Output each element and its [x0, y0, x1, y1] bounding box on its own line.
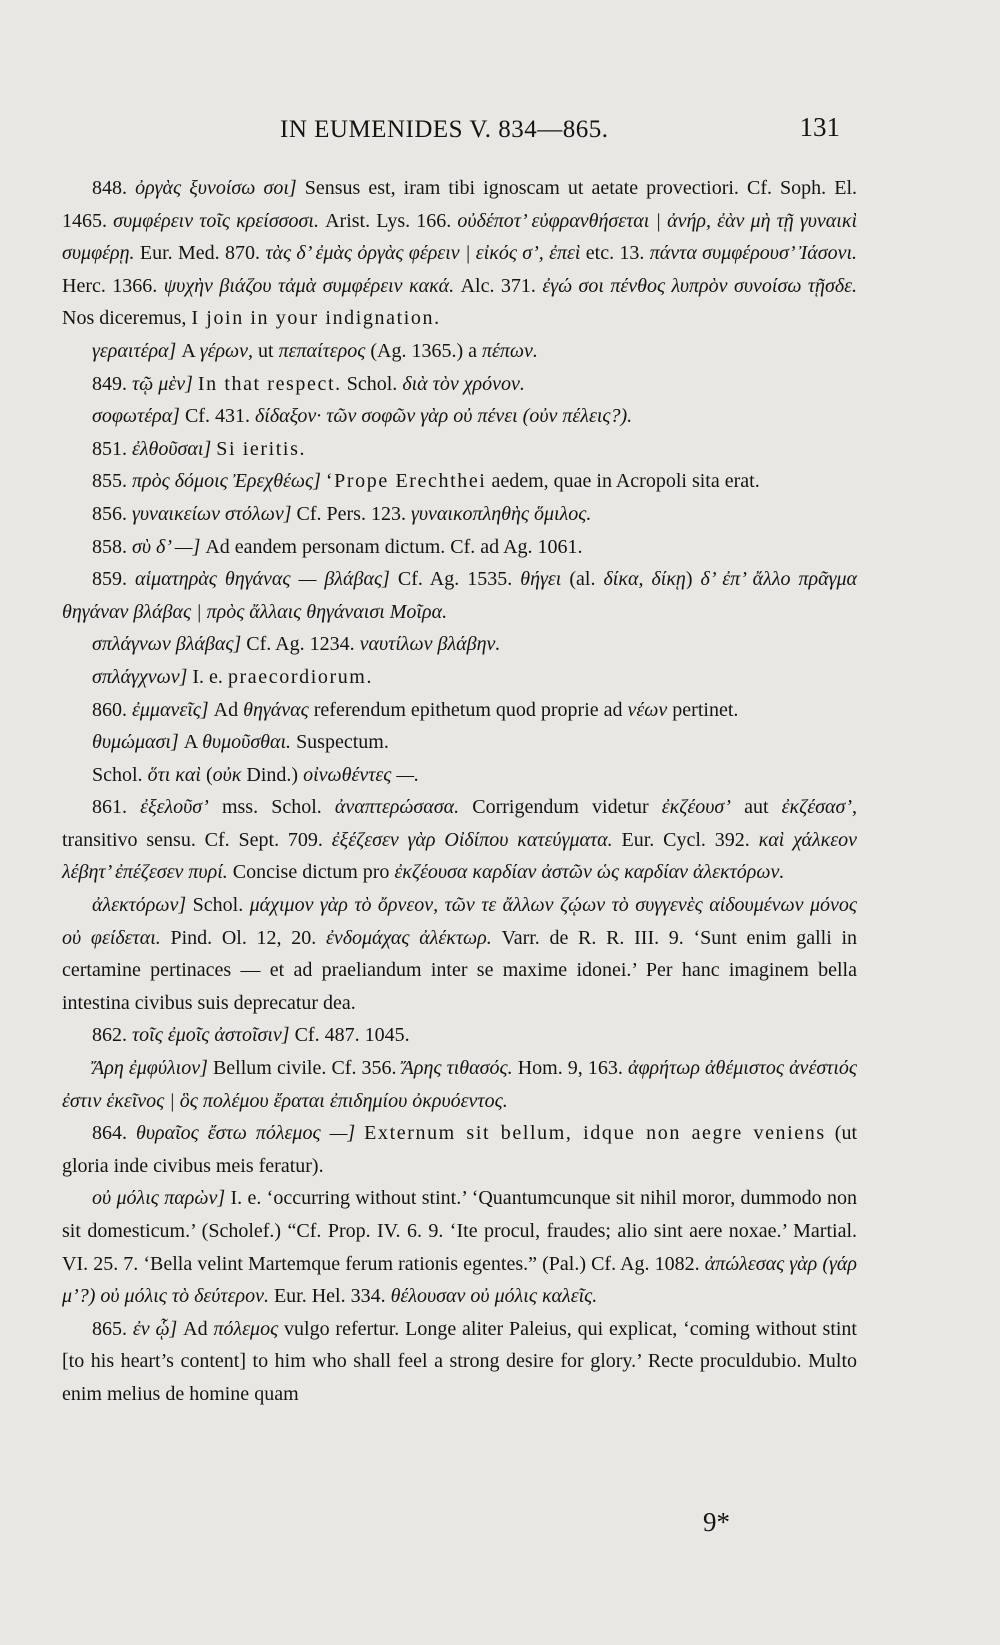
- greek-text: συμφέρειν τοῖς κρείσσοσι.: [113, 209, 319, 232]
- latin-text: Cf. Ag. 1535.: [389, 568, 521, 591]
- latin-text: Hom. 9, 163.: [512, 1057, 628, 1080]
- latin-text: Eur. Cycl. 392.: [612, 828, 759, 851]
- greek-text: ναυτίλων βλάβην.: [359, 633, 501, 656]
- greek-text: ἀλεκτόρων]: [92, 894, 187, 917]
- greek-text: πόλεμος: [213, 1317, 279, 1340]
- spaced-translation: In that respect.: [197, 372, 342, 395]
- latin-text: referendum epithetum quod proprie ad: [308, 698, 628, 721]
- greek-text: γυναικείων στόλων]: [132, 502, 292, 525]
- commentary-body: [62, 172, 857, 1411]
- greek-text: θηγάνας: [243, 698, 309, 721]
- latin-text: Herc. 1366.: [62, 274, 164, 297]
- latin-text: Schol.: [186, 894, 250, 917]
- greek-text: γεραιτέρα]: [92, 339, 177, 362]
- commentary-note: [62, 368, 857, 401]
- greek-text: θέλουσαν οὐ μόλις καλεῖς.: [390, 1285, 598, 1308]
- latin-text: etc. 13.: [580, 242, 650, 265]
- latin-text: (: [200, 763, 213, 786]
- greek-text: οὐδέποτ’ εὐφρανθήσεται | ἀνήρ, ἐὰν μὴ τῇ γυναικὶ συμφέρῃ.: [62, 209, 857, 265]
- greek-text: θυμώμασι]: [92, 731, 179, 754]
- latin-text: Dind.): [241, 763, 304, 786]
- greek-text: οὐκ: [212, 763, 242, 786]
- latin-text: 849.: [92, 372, 132, 395]
- greek-text: τοῖς ἐμοῖς ἀστοῖσιν]: [132, 1024, 290, 1047]
- running-head: [0, 112, 1000, 152]
- commentary-note: [62, 1019, 857, 1052]
- latin-text: 855.: [92, 470, 132, 493]
- greek-text: ἀναπτερώσασα.: [334, 796, 460, 819]
- latin-text: Concise dictum pro: [227, 861, 395, 884]
- latin-text: aedem, quae in Acropoli sita erat.: [486, 470, 760, 493]
- commentary-note: [62, 1313, 857, 1411]
- greek-text: ἐγώ σοι πένθος λυπρὸν συνοίσω τῇσδε.: [542, 274, 857, 297]
- commentary-note: [62, 759, 857, 792]
- greek-text: γέρων,: [199, 339, 254, 362]
- latin-text: Sensus est, iram tibi ignoscam ut aetate provectiori. Cf. Soph. El. 1465.: [62, 177, 858, 232]
- greek-text: Ἄρη ἐμφύλιον]: [92, 1057, 208, 1080]
- greek-text: θήγει: [520, 568, 562, 591]
- spaced-translation: ‘Prope Erechthei: [325, 470, 487, 493]
- latin-text: Corrigendum videtur: [459, 796, 662, 819]
- commentary-note: [62, 172, 857, 335]
- latin-text: 861.: [92, 796, 141, 819]
- latin-text: aut: [730, 796, 782, 819]
- latin-text: 860.: [92, 698, 132, 721]
- latin-text: ): [685, 568, 701, 591]
- greek-text: πρὸς δόμοις Ἐρεχθέως]: [132, 470, 321, 493]
- greek-text: σοφωτέρα]: [92, 405, 180, 428]
- commentary-note: [62, 563, 857, 628]
- latin-text: vulgo refertur. Longe aliter Paleius, qui explicat, ‘coming without stint [to his heart’s content] to him who shall feel a strong desire for glory.’ Recte proculdubio. Multo enim melius de homine quam: [62, 1317, 857, 1405]
- page-number: 131: [799, 112, 840, 142]
- greek-text: δίδαξον· τῶν σοφῶν γὰρ οὐ πένει (οὐν πέλεις?).: [254, 405, 633, 428]
- greek-text: πεπαίτερος: [278, 339, 366, 362]
- commentary-note: [62, 531, 857, 564]
- commentary-note: [62, 791, 857, 889]
- latin-text: Nos diceremus,: [62, 307, 192, 330]
- greek-text: νέων: [627, 698, 668, 721]
- signature-mark: 9*: [703, 1507, 730, 1537]
- latin-text: 862.: [92, 1024, 132, 1047]
- latin-text: Varr. de R. R. III. 9. ‘Sunt enim galli in certamine pertinaces — et ad praeliandum inter se maxime idonei.’ Per hanc imaginem bella intestina civibus suis deprecatur dea.: [62, 926, 858, 1014]
- latin-text: 848.: [92, 177, 136, 199]
- greek-text: σπλάγνων βλάβας]: [92, 633, 242, 656]
- latin-text: Arist. Lys. 166.: [318, 209, 458, 232]
- greek-text: πάντα συμφέρουσ’ Ἰάσονι.: [649, 242, 858, 265]
- latin-text: Suspectum.: [291, 731, 389, 754]
- greek-text: τῷ μὲν]: [132, 372, 193, 395]
- latin-text: transitivo sensu. Cf. Sept. 709.: [62, 828, 332, 851]
- commentary-note: [62, 1117, 857, 1182]
- greek-text: τὰς δ’ ἐμὰς ὀργὰς φέρειν | εἰκός σ’, ἐπεὶ: [265, 242, 581, 265]
- latin-text: Schol.: [341, 372, 403, 395]
- greek-text: σπλάγχνων]: [92, 665, 188, 688]
- latin-text: mss. Schol.: [208, 796, 335, 819]
- latin-text: Eur. Hel. 334.: [268, 1285, 391, 1308]
- greek-text: αἱματηρὰς θηγάνας — βλάβας]: [135, 568, 390, 591]
- greek-text: ἐκζέουσα καρδίαν ἀστῶν ὡς καρδίαν ἀλεκτόρων.: [394, 861, 785, 884]
- running-title: IN EUMENIDES V. 834—865.: [280, 116, 609, 143]
- greek-text: ὅτι καὶ: [147, 763, 201, 786]
- latin-text: Ad: [208, 698, 244, 721]
- greek-text: πέπων.: [481, 339, 538, 362]
- latin-text: 858.: [92, 535, 132, 558]
- latin-text: A: [178, 731, 203, 754]
- spaced-translation: praecordiorum.: [227, 665, 374, 688]
- latin-text: I. e. ‘occurring without stint.’ ‘Quantumcunque sit nihil moror, dummodo non sit domesticum.’ (Scholef.) “Cf. Prop. IV. 6. 9. ‘Ite procul, fraudes; alio sint aere noxae.’ Martial. VI. 25. 7. ‘Bella velint Martemque ferum rationis egentes.” (Pal.) Cf. Ag. 1082.: [62, 1187, 857, 1275]
- greek-text: ἐκζέσασ’,: [781, 796, 857, 819]
- greek-text: δίκα, δίκῃ: [603, 568, 686, 591]
- latin-text: Cf. 487. 1045.: [289, 1024, 410, 1047]
- latin-text: [355, 1122, 364, 1144]
- greek-text: σὺ δ’ —]: [132, 535, 201, 558]
- latin-text: I. e.: [187, 665, 228, 688]
- greek-text: καὶ χάλκεον λέβητ’ ἐπέζεσεν πυρί.: [62, 828, 858, 884]
- latin-text: (al.: [561, 568, 604, 591]
- commentary-note: [62, 694, 857, 727]
- spaced-translation: Si ieritis.: [216, 437, 307, 460]
- greek-text: θυραῖος ἔστω πόλεμος —]: [136, 1122, 356, 1145]
- spaced-translation: I join in your indignation.: [191, 307, 441, 330]
- greek-text: μάχιμον γὰρ τὸ ὄρνεον, τῶν τε ἄλλων ζῴων τὸ συγγενὲς αἰδουμένων μόνος οὐ φείδεται.: [62, 894, 858, 949]
- greek-text: ἐξέζεσεν γὰρ Οἰδίπου κατεύγματα.: [331, 828, 613, 851]
- latin-text: Cf. 431.: [179, 405, 255, 428]
- commentary-note: [62, 433, 857, 466]
- commentary-note: [62, 1182, 857, 1312]
- greek-text: οἰνωθέντες —.: [303, 763, 420, 786]
- greek-text: ψυχὴν βιάζου τἀμὰ συμφέρειν κακά.: [163, 274, 455, 297]
- commentary-note: [62, 889, 857, 1019]
- latin-text: 864.: [92, 1122, 137, 1145]
- commentary-note: [62, 465, 857, 498]
- commentary-note: [62, 628, 857, 661]
- commentary-note: [62, 498, 857, 531]
- latin-text: Eur. Med. 870.: [134, 242, 266, 265]
- commentary-note: [62, 1052, 857, 1117]
- greek-text: ἀφρήτωρ ἀθέμιστος ἀνέστιός ἐστιν ἐκεῖνος | ὃς πολέμου ἔραται ἐπιδημίου ὀκρυόεντος.: [62, 1057, 858, 1112]
- latin-text: A: [176, 339, 200, 362]
- greek-text: ἐκζέουσ’: [661, 796, 731, 819]
- greek-text: γυναικοπληθὴς ὅμιλος.: [410, 502, 592, 525]
- latin-text: Cf. Ag. 1234.: [241, 633, 360, 656]
- greek-text: θυμοῦσθαι.: [202, 731, 292, 754]
- commentary-note: [62, 400, 857, 433]
- latin-text: Pind. Ol. 12, 20.: [160, 926, 326, 949]
- latin-text: 865.: [92, 1317, 133, 1340]
- latin-text: pertinet.: [667, 698, 739, 721]
- greek-text: ἀπώλεσας γὰρ (γάρ μ’?) οὐ μόλις τὸ δεύτερον.: [62, 1252, 858, 1308]
- commentary-note: [62, 726, 857, 759]
- greek-text: ἐξελοῦσ’: [140, 796, 209, 819]
- latin-text: ut: [253, 339, 279, 362]
- latin-text: Schol.: [92, 763, 148, 786]
- greek-text: οὐ μόλις παρὼν]: [92, 1187, 226, 1210]
- latin-text: (Ag. 1365.) a: [365, 339, 482, 362]
- latin-text: 851.: [92, 437, 132, 460]
- greek-text: ἐμμανεῖς]: [132, 698, 209, 721]
- greek-text: ἐλθοῦσαι]: [132, 437, 212, 460]
- greek-text: ἐν ᾧ]: [132, 1317, 178, 1340]
- greek-text: διὰ τὸν χρόνον.: [402, 372, 525, 395]
- spaced-translation: Externum sit bellum, idque non aegre veniens: [364, 1122, 826, 1145]
- greek-text: ὀργὰς ξυνοίσω σοι]: [135, 177, 297, 199]
- greek-text: Ἄρης τιθασός.: [401, 1057, 513, 1080]
- latin-text: Alc. 371.: [454, 274, 543, 297]
- latin-text: (ut gloria inde civibus meis feratur).: [62, 1122, 857, 1177]
- latin-text: Bellum civile. Cf. 356.: [207, 1057, 402, 1080]
- latin-text: Cf. Pers. 123.: [291, 502, 411, 525]
- latin-text: 856.: [92, 502, 132, 525]
- greek-text: ἐνδομάχας ἀλέκτωρ.: [325, 926, 492, 949]
- latin-text: Ad: [177, 1317, 214, 1340]
- commentary-note: [62, 335, 857, 368]
- latin-text: 859.: [92, 568, 136, 591]
- commentary-note: [62, 661, 857, 694]
- latin-text: Ad eandem personam dictum. Cf. ad Ag. 1061.: [200, 535, 583, 558]
- greek-text: δ’ ἐπ’ ἄλλο πρᾶγμα θηγάναν βλάβας | πρὸς ἄλλαις θηγάναισι Μοῖρα.: [62, 568, 858, 623]
